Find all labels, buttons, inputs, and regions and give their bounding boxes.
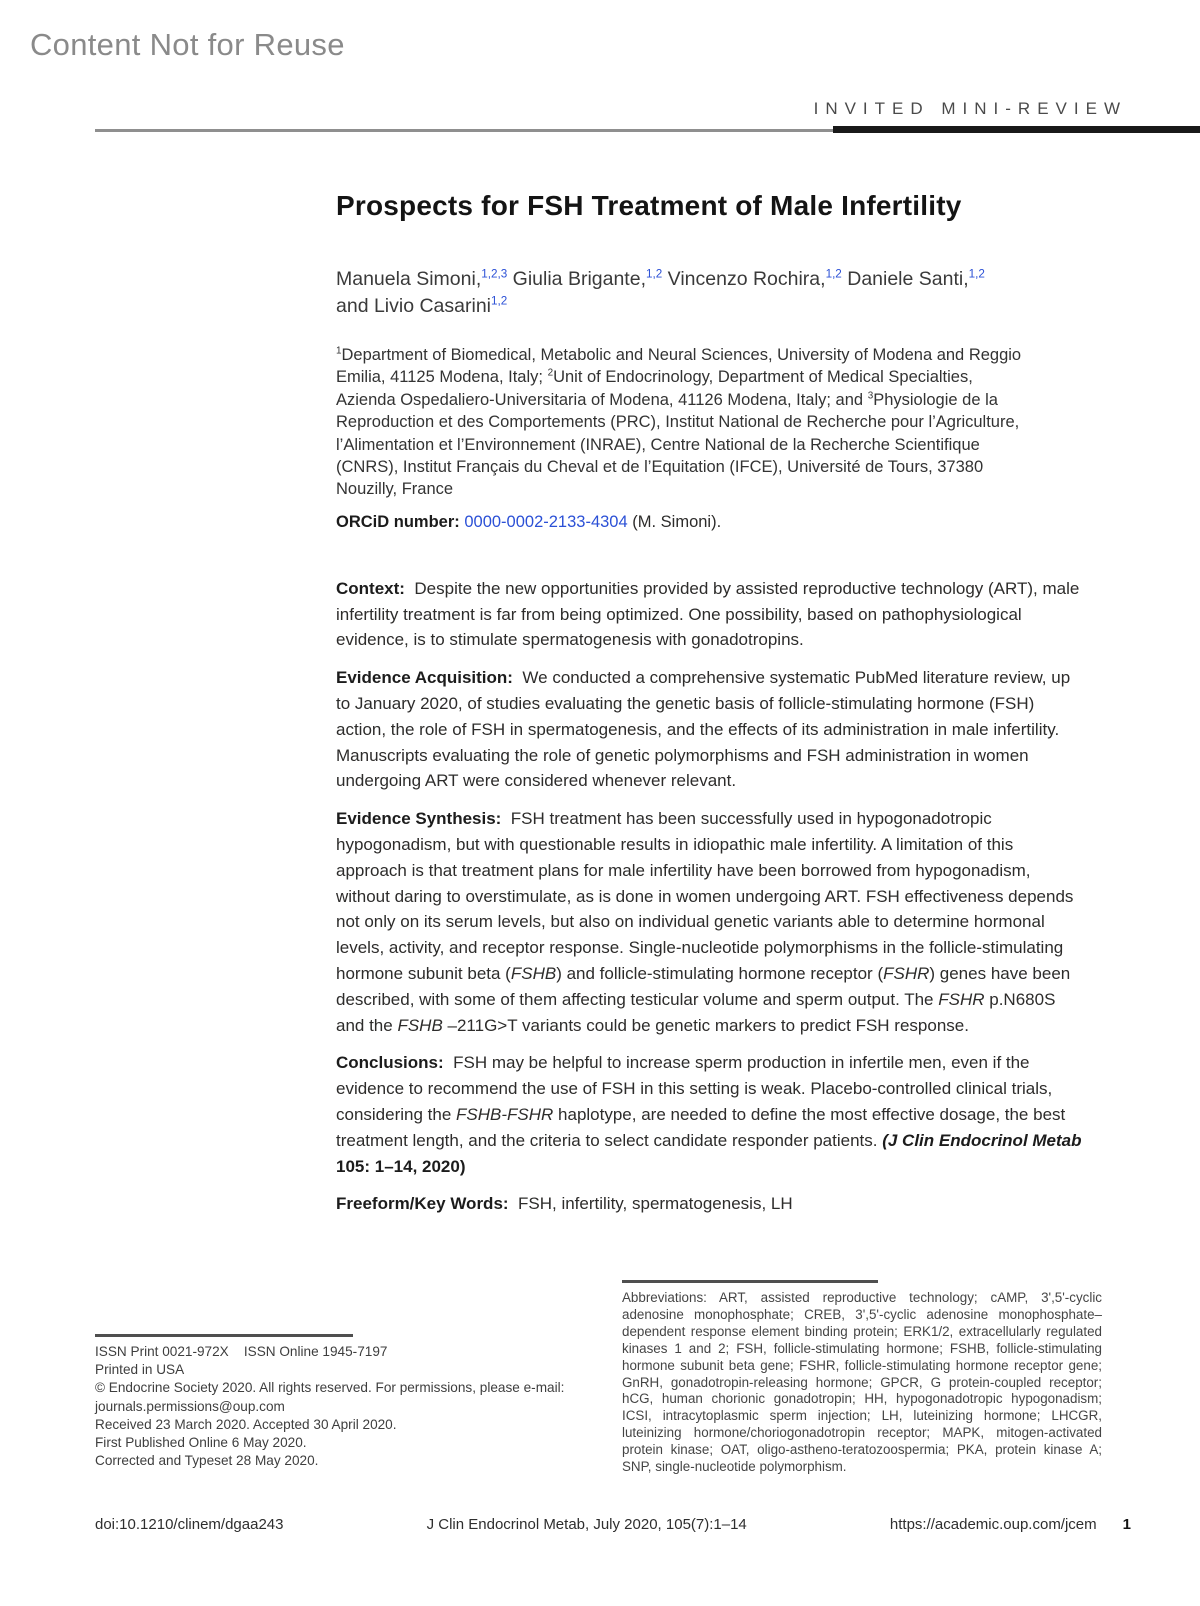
text-run: Context: [336, 578, 405, 598]
text-run: Despite the new opportunities provided by assisted reproductive technology (ART), male infertility treatment is far from being optimized. One possibility, based on pathophysiological evidence, is to stimulate spermatogenesis with gonadotropins. [336, 578, 1080, 650]
header-rule-gray [95, 129, 833, 132]
journal-url-text: https://academic.oup.com/jcem [889, 1516, 1097, 1533]
paragraph-conclusions [336, 1050, 1084, 1179]
text-run: 105: 1–14, 2020) [336, 1156, 466, 1176]
text-run: FSHB-FSHR [456, 1104, 554, 1124]
article-title: Prospects for FSH Treatment of Male Infertility [336, 190, 962, 221]
issn-rule [95, 1334, 353, 1337]
superscript-ref: 1,2 [646, 267, 663, 281]
superscript-ref: 1,2 [491, 294, 508, 308]
article-main-column [336, 190, 1084, 1229]
printed-in-line: Printed in USA [95, 1362, 185, 1378]
abbreviations-footnote [622, 1280, 1102, 1476]
content-not-for-reuse-watermark: Content Not for Reuse [30, 27, 345, 62]
text-run: ORCiD number: [336, 512, 465, 531]
text-run: Giulia Brigante, [507, 268, 646, 290]
text-run: FSH may be helpful to increase sperm production in infertile men, even if the evidence to recommend the use of FSH in this setting is weak. Placebo-controlled clinical trials, considering the [336, 1053, 1053, 1124]
superscript-ref: 1 [336, 345, 342, 357]
issn-footnote [95, 1334, 595, 1470]
text-run: Daniele Santi, [841, 268, 969, 290]
page-footer [95, 1516, 1131, 1533]
text-run: FSHR [938, 989, 985, 1009]
received-accepted-line: Received 23 March 2020. Accepted 30 April 2020. [95, 1416, 397, 1432]
text-run: Manuela Simoni, [336, 268, 482, 290]
text-run: Physiologie de la Reproduction et des Comportements (PRC), Institut National de Recherche pour l’Agriculture, l’Alimentation et l’Environnement (INRAE), Centre National de la Recherche Scientifique (CNRS), Institut Français du Cheval et de l’Equitation (IFCE), Université de Tours, 37380 Nouzilly, France [336, 390, 1020, 499]
text-run: (M. Simoni). [627, 512, 722, 531]
text-run: Unit of Endocrinology, Department of Medical Specialties, Azienda Ospedaliero-Universitaria of Modena, 41126 Modena, Italy; and [336, 368, 973, 409]
text-run: FSH, infertility, spermatogenesis, LH [508, 1194, 793, 1214]
superscript-ref: 1,2 [968, 267, 985, 281]
orcid-line [336, 513, 1084, 532]
issn-line: ISSN Print 0021-972X ISSN Online 1945-7197 [95, 1344, 388, 1359]
text-run: Evidence Acquisition: [336, 668, 513, 688]
authors-line [336, 266, 1084, 320]
paragraph-context [336, 576, 1084, 653]
header-rule-black [833, 126, 1200, 133]
citation-text: J Clin Endocrinol Metab, July 2020, 105(7):1–14 [426, 1516, 747, 1533]
abbreviations-rule [622, 1280, 878, 1283]
text-run: FSHR [883, 964, 930, 983]
corrected-typeset-line: Corrected and Typeset 28 May 2020. [95, 1453, 319, 1469]
abbreviations-text: Abbreviations: ART, assisted reproductive technology; cAMP, 3',5'-cyclic adenosine monophosphate; CREB, 3',5'-cyclic adenosine monophosphate–dependent response element binding protein; ERK1/2, extracellularly regulated kinases 1 and 2; FSH, follicle-stimulating hormone; FSHB, follicle-stimulating hormone subunit beta gene; FSHR, follicle-stimulating hormone receptor gene; GnRH, gonadotropin-releasing hormone; GPCR, G protein-coupled receptor; hCG, human chorionic gonadotropin; HH, hypogonadotropic hypogonadism; ICSI, intracytoplasmic sperm injection; LH, luteinizing hormone; LHCGR, luteinizing hormone/choriogonadotropin receptor; MAPK, mitogen-activated protein kinase; OAT, oligo-astheno-teratozoospermia; PKA, protein kinase A; SNP, single-nucleotide polymorphism. [622, 1290, 1102, 1475]
first-published-line: First Published Online 6 May 2020. [95, 1435, 307, 1451]
affiliations-text [336, 344, 1026, 501]
footer-right-group [890, 1516, 1131, 1533]
paragraph-keywords [336, 1191, 1084, 1217]
text-run: p.N680S and the [336, 989, 1056, 1035]
text-run: Evidence Synthesis: [336, 809, 502, 829]
doi-text: doi:10.1210/clinem/dgaa243 [95, 1516, 284, 1533]
text-run: FSHB [510, 964, 557, 983]
copyright-line: © Endocrine Society 2020. All rights reserved. For permissions, please e-mail: journals.permissions@oup.com [95, 1380, 565, 1414]
text-run: We conducted a comprehensive systematic PubMed literature review, up to January 2020, of studies evaluating the genetic basis of follicle-stimulating hormone (FSH) action, the role of FSH in spermatogenesis, and the effects of its administration in male infertility. Manuscripts evaluating the role of genetic polymorphisms and FSH administration in women undergoing ART were considered whenever relevant. [336, 668, 1071, 791]
superscript-ref: 3 [867, 390, 874, 402]
text-run: haplotype, are needed to define the most effective dosage, the best treatment length, and the criteria to select candidate responder patients. [336, 1104, 1066, 1150]
superscript-ref: 2 [547, 367, 554, 379]
text-run: –211G>T variants could be genetic markers to predict FSH response. [442, 1015, 969, 1035]
invited-mini-review-banner: INVITED MINI-REVIEW [813, 99, 1127, 118]
paragraph-evidence-acquisition [336, 665, 1084, 794]
text-run: Vincenzo Rochira, [662, 268, 826, 290]
text-run: and Livio Casarini [336, 295, 492, 317]
page-number: 1 [1122, 1516, 1131, 1533]
text-run: FSHB [397, 1015, 443, 1035]
superscript-ref: 1,2 [825, 267, 842, 281]
superscript-ref: 1,2,3 [481, 267, 508, 281]
text-run: (J Clin Endocrinol Metab [882, 1130, 1082, 1150]
text-run: ) and follicle-stimulating hormone receptor ( [556, 964, 884, 983]
paragraph-evidence-synthesis [336, 806, 1084, 1038]
text-run: Department of Biomedical, Metabolic and Neural Sciences, University of Modena and Reggio Emilia, 41125 Modena, Italy; [336, 346, 1022, 387]
orcid-link[interactable]: 0000-0002-2133-4304 [464, 512, 628, 531]
text-run: ) genes have been described, with some of them affecting testicular volume and sperm output. The [336, 964, 1071, 1009]
abstract-section [336, 576, 1084, 1217]
text-run: Freeform/Key Words: [336, 1194, 509, 1214]
text-run: Conclusions: [336, 1053, 444, 1073]
text-run: FSH treatment has been successfully used in hypogonadotropic hypogonadism, but with questionable results in idiopathic male infertility. A limitation of this approach is that treatment plans for male infertility have been borrowed from hypogonadism, without daring to overstimulate, as is done in women undergoing ART. FSH effectiveness depends not only on its serum levels, but also on individual genetic variants able to determine hormonal levels, activity, and receptor response. Single-nucleotide polymorphisms in the follicle-stimulating hormone subunit beta ( [336, 809, 1074, 983]
